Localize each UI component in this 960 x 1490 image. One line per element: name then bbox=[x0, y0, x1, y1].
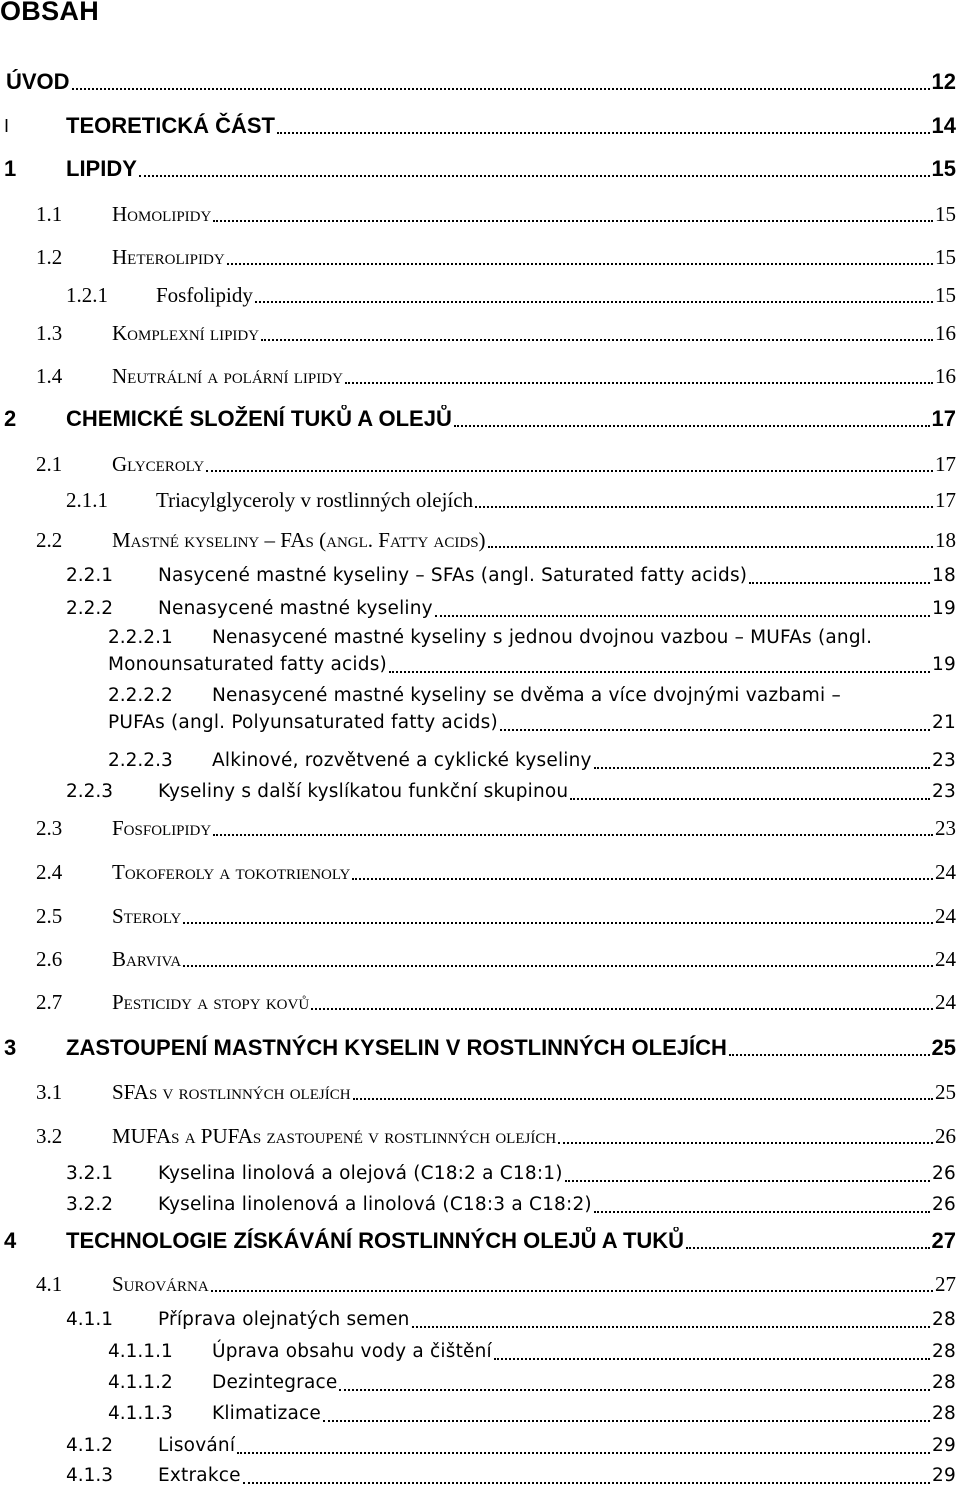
dot-leader bbox=[475, 506, 933, 508]
toc-entry-title: CHEMICKÉ SLOŽENÍ TUKŮ A OLEJŮ bbox=[66, 406, 452, 431]
toc-entry[interactable] bbox=[66, 405, 956, 433]
toc-entry-title-continuation: PUFAs (angl. Polyunsaturated fatty acids) bbox=[108, 712, 498, 733]
toc-entry-title: Pesticidy a stopy kovů bbox=[112, 990, 310, 1014]
toc-page-number: 23 bbox=[932, 750, 956, 771]
toc-entry[interactable] bbox=[6, 68, 956, 96]
toc-page-number: 26 bbox=[932, 1194, 956, 1215]
dot-leader bbox=[243, 1482, 930, 1484]
dot-leader bbox=[183, 965, 933, 967]
toc-page-number: 28 bbox=[932, 1372, 956, 1393]
toc-entry[interactable] bbox=[112, 450, 956, 478]
toc-page-number: 17 bbox=[931, 406, 956, 431]
toc-number: 2.1.1 bbox=[66, 488, 108, 512]
toc-page-number: 17 bbox=[935, 452, 956, 476]
toc-entry[interactable] bbox=[158, 778, 956, 806]
dot-leader bbox=[565, 1180, 930, 1182]
toc-entry[interactable] bbox=[66, 155, 956, 183]
toc-page-number: 14 bbox=[931, 113, 956, 138]
toc-entry-title[interactable]: Nenasycené mastné kyseliny s jednou dvojnou vazbou – MUFAs (angl. bbox=[212, 627, 873, 648]
toc-page-number: 28 bbox=[932, 1309, 956, 1330]
dot-leader bbox=[454, 425, 930, 427]
dot-leader bbox=[686, 1247, 929, 1249]
toc-entry[interactable] bbox=[112, 858, 956, 886]
dot-leader bbox=[594, 1211, 930, 1213]
toc-page-number: 23 bbox=[932, 781, 956, 802]
toc-entry[interactable] bbox=[158, 1160, 956, 1188]
toc-entry-title: ZASTOUPENÍ MASTNÝCH KYSELIN V ROSTLINNÝCH OLEJÍCH bbox=[66, 1035, 727, 1060]
toc-number: 2 bbox=[4, 406, 17, 431]
toc-entry[interactable] bbox=[158, 1306, 956, 1334]
toc-entry-title: Alkinové, rozvětvené a cyklické kyseliny bbox=[212, 750, 592, 771]
dot-leader bbox=[594, 767, 930, 769]
toc-entry-title: Úprava obsahu vody a čištění bbox=[212, 1341, 492, 1362]
dot-leader bbox=[139, 175, 930, 177]
dot-leader bbox=[435, 615, 930, 617]
toc-entry-title: Kyseliny s další kyslíkatou funkční skupinou bbox=[158, 781, 569, 802]
toc-number: 4.1.3 bbox=[66, 1465, 114, 1486]
dot-leader bbox=[277, 132, 930, 134]
dot-leader bbox=[339, 1389, 930, 1391]
toc-entry[interactable] bbox=[66, 112, 956, 140]
toc-page-number: 21 bbox=[932, 712, 956, 733]
toc-entry-title: Tokoferoly a tokotrienoly bbox=[112, 860, 351, 884]
toc-entry[interactable] bbox=[112, 200, 956, 228]
toc-number: 1.3 bbox=[36, 321, 63, 345]
toc-entry[interactable] bbox=[66, 1227, 956, 1255]
toc-entry-title: TEORETICKÁ ČÁST bbox=[66, 113, 275, 138]
toc-entry-title: Mastné kyseliny – FAs (angl. Fatty acids) bbox=[112, 528, 486, 552]
page-title: OBSAH bbox=[0, 0, 100, 26]
toc-entry-title: TECHNOLOGIE ZÍSKÁVÁNÍ ROSTLINNÝCH OLEJŮ A TUKŮ bbox=[66, 1228, 685, 1253]
toc-entry-title: Surovárna bbox=[112, 1272, 209, 1296]
toc-page-number: 24 bbox=[935, 904, 956, 928]
dot-leader bbox=[255, 301, 933, 303]
toc-entry[interactable] bbox=[158, 562, 956, 590]
toc-number: 2.7 bbox=[36, 990, 63, 1014]
toc-page-number: 24 bbox=[935, 860, 956, 884]
toc-entry[interactable] bbox=[156, 486, 956, 514]
toc-entry[interactable] bbox=[112, 1078, 956, 1106]
dot-leader bbox=[72, 88, 930, 90]
dot-leader bbox=[412, 1326, 930, 1328]
dot-leader bbox=[494, 1358, 930, 1360]
toc-number: 2.2 bbox=[36, 528, 63, 552]
toc-number: 2.2.2.1 bbox=[108, 627, 173, 648]
toc-entry-title: Dezintegrace bbox=[212, 1372, 338, 1393]
toc-page-number: 26 bbox=[935, 1124, 956, 1148]
toc-number: 2.6 bbox=[36, 947, 63, 971]
toc-entry-title: Komplexní lipidy bbox=[112, 321, 260, 345]
dot-leader bbox=[261, 339, 933, 341]
toc-entry-title: Extrakce bbox=[158, 1465, 241, 1486]
toc-page-number: 26 bbox=[932, 1163, 956, 1184]
toc-number: I bbox=[4, 116, 10, 136]
toc-entry[interactable] bbox=[158, 1432, 956, 1460]
dot-leader bbox=[213, 220, 933, 222]
toc-entry-title: Kyselina linolenová a linolová (C18:3 a C18:2) bbox=[158, 1194, 592, 1215]
toc-entry[interactable] bbox=[112, 1122, 956, 1150]
toc-entry[interactable] bbox=[212, 1369, 956, 1397]
toc-entry-title: Klimatizace bbox=[212, 1403, 321, 1424]
toc-page-number: 28 bbox=[932, 1341, 956, 1362]
toc-entry[interactable] bbox=[158, 1191, 956, 1219]
dot-leader bbox=[311, 1008, 933, 1010]
toc-entry[interactable] bbox=[108, 709, 956, 737]
toc-number: 3.2.2 bbox=[66, 1194, 114, 1215]
toc-entry-title: Barviva bbox=[112, 947, 182, 971]
toc-entry[interactable] bbox=[66, 1034, 956, 1062]
toc-entry-title: LIPIDY bbox=[66, 156, 137, 181]
dot-leader bbox=[237, 1452, 930, 1454]
toc-number: 3.2.1 bbox=[66, 1163, 114, 1184]
dot-leader bbox=[749, 582, 930, 584]
toc-number: 3.1 bbox=[36, 1080, 63, 1104]
toc-entry-title: SFAs v rostlinných olejích bbox=[112, 1080, 351, 1104]
toc-page-number: 27 bbox=[935, 1272, 956, 1296]
toc-number: 4.1.1.2 bbox=[108, 1372, 173, 1393]
toc-entry-title: Kyselina linolová a olejová (C18:2 a C18:1) bbox=[158, 1163, 563, 1184]
dot-leader bbox=[213, 834, 933, 836]
toc-number: 4 bbox=[4, 1228, 17, 1253]
dot-leader bbox=[183, 922, 933, 924]
toc-page-number: 25 bbox=[935, 1080, 956, 1104]
toc-entry[interactable] bbox=[112, 988, 956, 1016]
toc-entry-title: Fosfolipidy bbox=[156, 283, 253, 307]
toc-page-number: 19 bbox=[932, 654, 956, 675]
dot-leader bbox=[570, 798, 930, 800]
toc-entry[interactable] bbox=[112, 362, 956, 390]
toc-page-number: 23 bbox=[935, 816, 956, 840]
toc-number: 2.2.2.3 bbox=[108, 750, 173, 771]
toc-entry[interactable] bbox=[158, 595, 956, 623]
toc-page-number: 15 bbox=[935, 245, 956, 269]
dot-leader bbox=[558, 1142, 933, 1144]
toc-entry-title: Glyceroly bbox=[112, 452, 205, 476]
toc-page-number: 16 bbox=[935, 321, 956, 345]
toc-entry[interactable] bbox=[212, 747, 956, 775]
toc-entry-title: Homolipidy bbox=[112, 202, 212, 226]
toc-entry[interactable] bbox=[212, 1400, 956, 1428]
toc-number: 2.2.2 bbox=[66, 598, 114, 619]
toc-entry-title: MUFAs a PUFAs zastoupené v rostlinných olejích bbox=[112, 1124, 557, 1148]
dot-leader bbox=[389, 671, 930, 673]
toc-page-number: 28 bbox=[932, 1403, 956, 1424]
toc-page-number: 29 bbox=[932, 1465, 956, 1486]
toc-number: 3.2 bbox=[36, 1124, 63, 1148]
toc-number: 1.2 bbox=[36, 245, 63, 269]
toc-entry[interactable] bbox=[112, 945, 956, 973]
toc-entry-title: Nasycené mastné kyseliny – SFAs (angl. Saturated fatty acids) bbox=[158, 565, 748, 586]
toc-page-number: 15 bbox=[935, 283, 956, 307]
dot-leader bbox=[211, 1290, 933, 1292]
toc-entry[interactable] bbox=[112, 526, 956, 554]
toc-entry-title: Fosfolipidy bbox=[112, 816, 212, 840]
toc-number: 2.4 bbox=[36, 860, 63, 884]
toc-number: 1.4 bbox=[36, 364, 63, 388]
toc-number: 2.2.3 bbox=[66, 781, 114, 802]
toc-number: 1 bbox=[4, 156, 17, 181]
toc-entry[interactable] bbox=[112, 1270, 956, 1298]
toc-number: 4.1.1.1 bbox=[108, 1341, 173, 1362]
toc-entry[interactable] bbox=[112, 319, 956, 347]
toc-page-number: 18 bbox=[935, 528, 956, 552]
toc-number: 4.1.1 bbox=[66, 1309, 114, 1330]
toc-number: 3 bbox=[4, 1035, 17, 1060]
toc-entry[interactable] bbox=[212, 1338, 956, 1366]
toc-page-number: 24 bbox=[935, 947, 956, 971]
dot-leader bbox=[323, 1420, 930, 1422]
toc-page-number: 12 bbox=[931, 69, 956, 94]
toc-page-number: 27 bbox=[931, 1228, 956, 1253]
dot-leader bbox=[345, 382, 933, 384]
toc-number: 4.1.1.3 bbox=[108, 1403, 173, 1424]
toc-page-number: 17 bbox=[935, 488, 956, 512]
toc-entry-title[interactable]: Nenasycené mastné kyseliny se dvěma a více dvojnými vazbami – bbox=[212, 685, 841, 706]
toc-entry-title: Nenasycené mastné kyseliny bbox=[158, 598, 433, 619]
toc-page-number: 18 bbox=[932, 565, 956, 586]
toc-number: 1.2.1 bbox=[66, 283, 108, 307]
toc-page-number: 29 bbox=[932, 1435, 956, 1456]
toc-entry-title: Neutrální a polární lipidy bbox=[112, 364, 343, 388]
toc-page-number: 24 bbox=[935, 990, 956, 1014]
toc-entry-title: Příprava olejnatých semen bbox=[158, 1309, 410, 1330]
toc-entry[interactable] bbox=[112, 243, 956, 271]
toc-number: 4.1 bbox=[36, 1272, 63, 1296]
toc-entry[interactable] bbox=[112, 814, 956, 842]
toc-entry[interactable] bbox=[112, 902, 956, 930]
toc-page-number: 15 bbox=[931, 156, 956, 181]
toc-page-number: 19 bbox=[932, 598, 956, 619]
toc-number: 2.5 bbox=[36, 904, 63, 928]
dot-leader bbox=[488, 546, 933, 548]
toc-number: 2.3 bbox=[36, 816, 63, 840]
toc-entry[interactable] bbox=[156, 281, 956, 309]
toc-page-number: 25 bbox=[931, 1035, 956, 1060]
toc-page-number: 16 bbox=[935, 364, 956, 388]
toc-page-number: 15 bbox=[935, 202, 956, 226]
toc-entry-title: Steroly bbox=[112, 904, 182, 928]
toc-entry-title: ÚVOD bbox=[6, 69, 70, 94]
toc-number: 1.1 bbox=[36, 202, 63, 226]
toc-entry[interactable] bbox=[108, 651, 956, 679]
toc-entry-title: Lisování bbox=[158, 1435, 236, 1456]
toc-number: 2.1 bbox=[36, 452, 63, 476]
toc-number: 2.2.1 bbox=[66, 565, 114, 586]
dot-leader bbox=[729, 1054, 930, 1056]
toc-number: 2.2.2.2 bbox=[108, 685, 173, 706]
dot-leader bbox=[227, 263, 933, 265]
toc-number: 4.1.2 bbox=[66, 1435, 114, 1456]
toc-entry-title: Heterolipidy bbox=[112, 245, 225, 269]
toc-entry-title-continuation: Monounsaturated fatty acids) bbox=[108, 654, 387, 675]
dot-leader bbox=[352, 878, 933, 880]
dot-leader bbox=[206, 470, 933, 472]
dot-leader bbox=[353, 1098, 933, 1100]
toc-entry-title: Triacylglyceroly v rostlinných olejích bbox=[156, 488, 474, 512]
dot-leader bbox=[500, 729, 930, 731]
